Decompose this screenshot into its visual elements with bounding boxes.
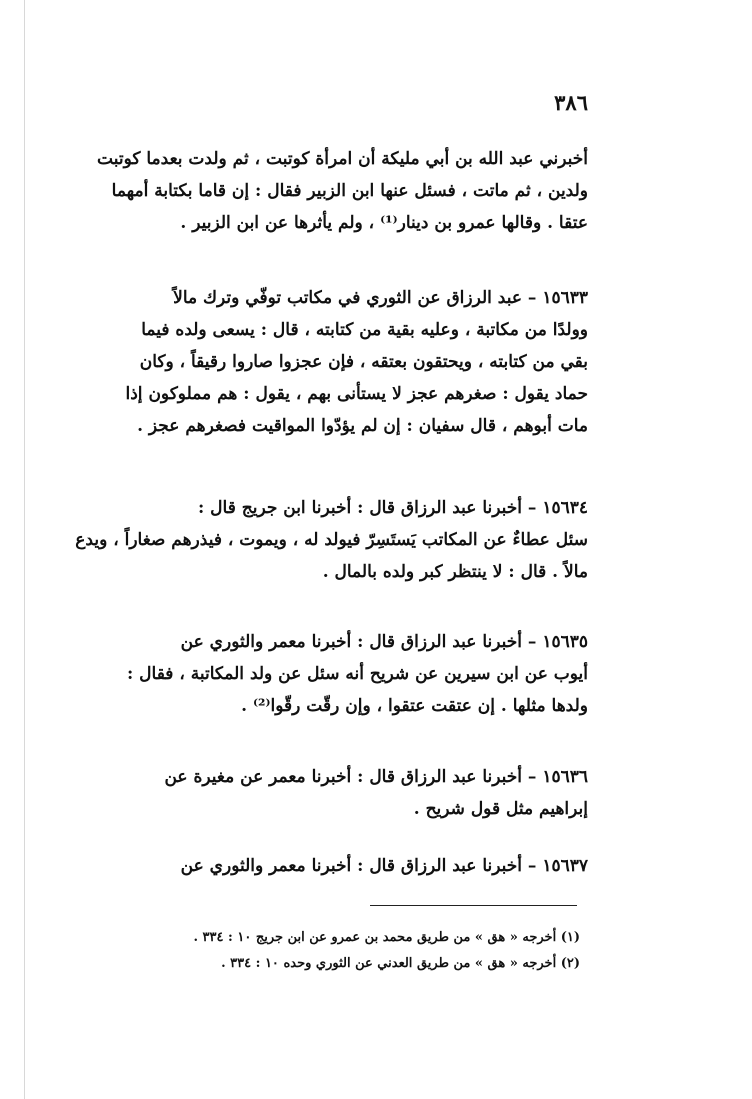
hadith-15634 bbox=[40, 492, 588, 588]
text-line: ١٥٦٣٧ – أخبرنا عبد الرزاق قال : أخبرنا معمر والثوري عن bbox=[180, 856, 588, 876]
text-line: ولدها مثلها . إن عتقت عتقوا ، وإن رقّت رقّوا⁽²⁾ . bbox=[241, 696, 588, 716]
text-line: ١٥٦٣٤ – أخبرنا عبد الرزاق قال : أخبرنا ابن جريج قال : bbox=[197, 498, 588, 518]
text-line: مالاً . قال : لا ينتظر كبر ولده بالمال . bbox=[322, 562, 588, 582]
text-line: ١٥٦٣٥ – أخبرنا عبد الرزاق قال : أخبرنا معمر والثوري عن bbox=[180, 632, 588, 652]
footnote-divider bbox=[370, 905, 577, 906]
text-line: حماد يقول : صغرهم عجز لا يستأنى بهم ، يقول : هم مملوكون إذا bbox=[125, 384, 588, 404]
text-line: سئل عطاءٌ عن المكاتب يَستَسِرّ فيولد له ، ويموت ، فيذرهم صغاراً ، ويدع bbox=[75, 530, 588, 550]
text-line: وولدًا من مكاتبة ، وعليه بقية من كتابته ، قال : يسعى ولده فيما bbox=[141, 320, 588, 340]
text-line: إبراهيم مثل قول شريح . bbox=[413, 799, 588, 819]
text-line: مات أبوهم ، قال سفيان : إن لم يؤدّوا المواقيت فصغرهم عجز . bbox=[137, 416, 588, 436]
hadith-15637 bbox=[40, 850, 588, 882]
paragraph-continuation bbox=[40, 143, 588, 239]
text-line: عتقا . وقالها عمرو بن دينار⁽¹⁾ ، ولم يأثرها عن ابن الزبير . bbox=[180, 213, 588, 233]
text-line: ١٥٦٣٣ – عبد الرزاق عن الثوري في مكاتب توفّي وترك مالاً bbox=[173, 288, 588, 308]
text-line: أيوب عن ابن سيرين عن شريح أنه سئل عن ولد المكاتبة ، فقال : bbox=[126, 664, 588, 684]
footnotes bbox=[100, 925, 580, 977]
text-line: بقي من كتابته ، ويحتقون بعتقه ، فإن عجزوا صاروا رقيقاً ، وكان bbox=[139, 352, 588, 372]
text-line: أخبرني عبد الله بن أبي مليكة أن امرأة كوتبت ، ثم ولدت بعدما كوتبت bbox=[97, 149, 588, 169]
page-number: ٣٨٦ bbox=[554, 90, 588, 115]
hadith-15636 bbox=[40, 761, 588, 825]
scan-edge-line bbox=[24, 0, 25, 1099]
footnote-2: (٢) أخرجه « هق » من طريق العدني عن الثوري وحده ١٠ : ٣٣٤ . bbox=[221, 956, 580, 971]
hadith-15635 bbox=[40, 626, 588, 722]
hadith-15633 bbox=[40, 282, 588, 442]
text-line: ١٥٦٣٦ – أخبرنا عبد الرزاق قال : أخبرنا معمر عن مغيرة عن bbox=[164, 767, 588, 787]
text-line: ولدين ، ثم ماتت ، فسئل عنها ابن الزبير فقال : إن قاما بكتابة أمهما bbox=[111, 181, 588, 201]
footnote-1: (١) أخرجه « هق » من طريق محمد بن عمرو عن ابن جريج ١٠ : ٣٣٤ . bbox=[193, 930, 580, 945]
